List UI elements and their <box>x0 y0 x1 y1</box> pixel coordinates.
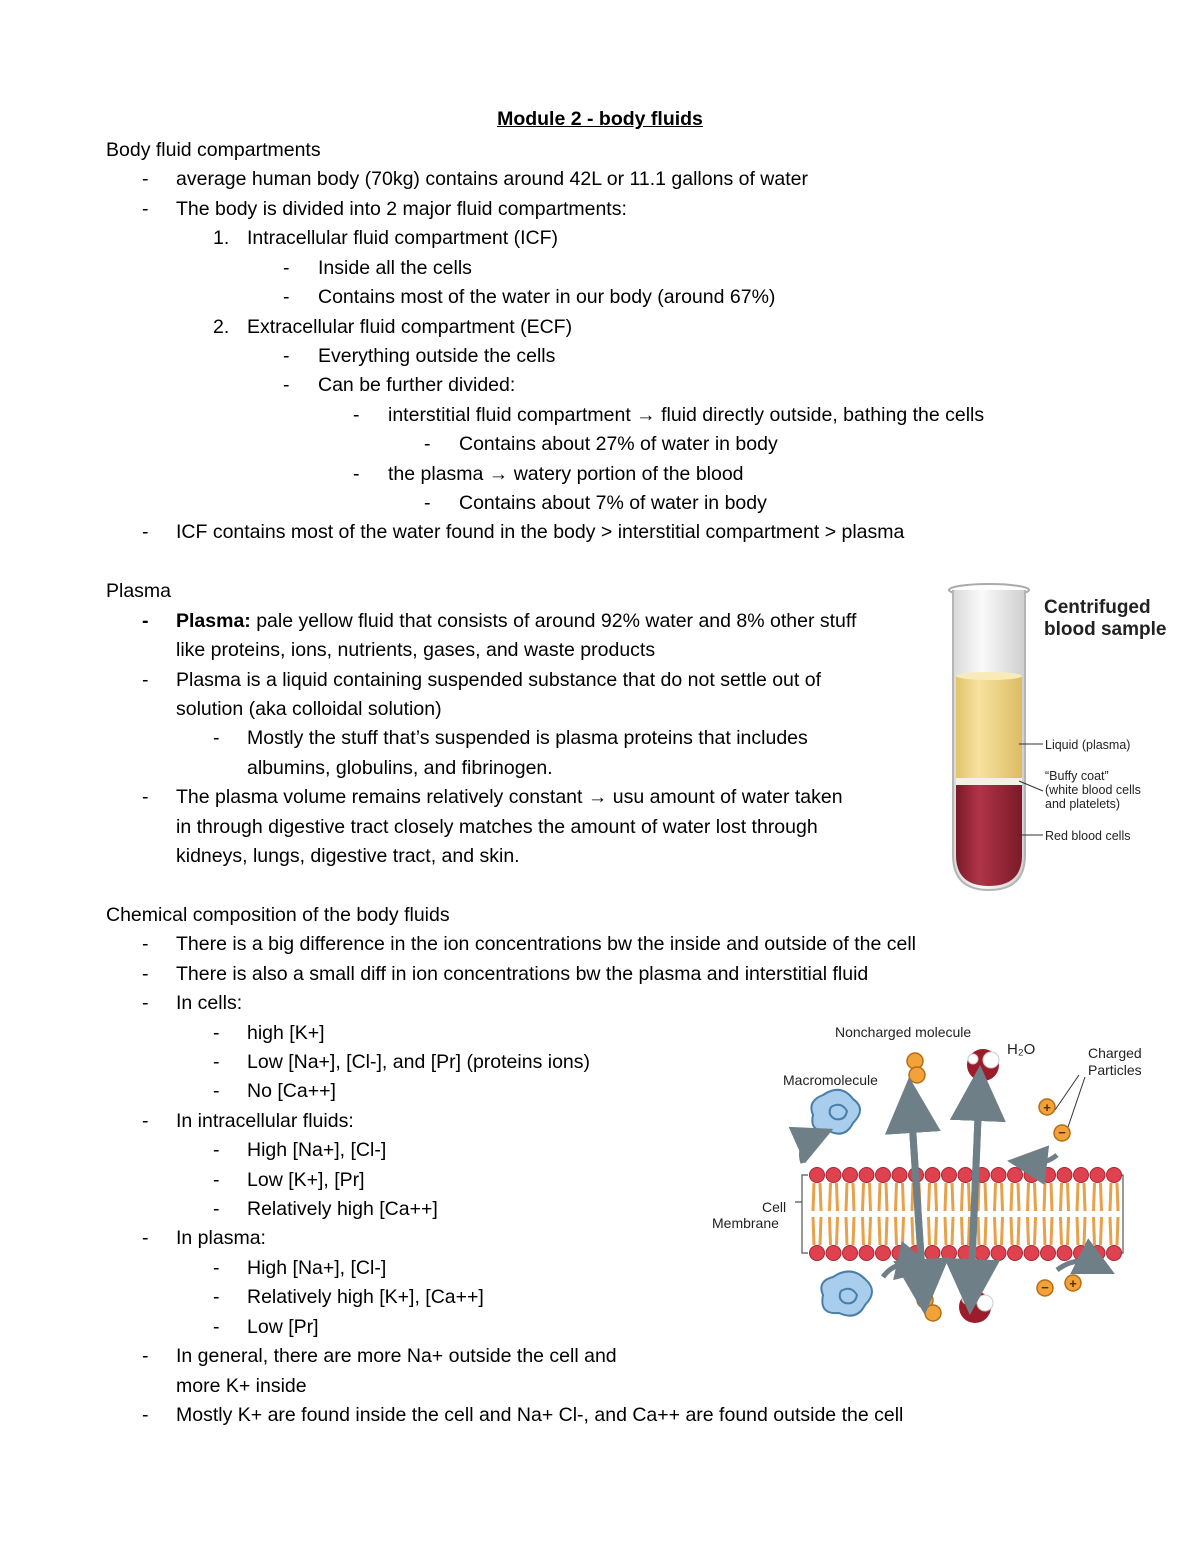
svg-text:+: + <box>1043 1100 1051 1115</box>
water-molecule-top <box>967 1049 999 1081</box>
svg-text:−: − <box>1041 1280 1049 1295</box>
lipid-tail <box>879 1183 887 1211</box>
lipid-tail <box>1077 1183 1085 1211</box>
list-item: Everything outside the cells <box>318 345 556 367</box>
lipid-tail <box>945 1183 953 1211</box>
lipid-head <box>1074 1168 1089 1183</box>
lipid-head <box>826 1246 841 1261</box>
bullet-dash: - <box>142 1227 149 1249</box>
lipid-head <box>1090 1168 1105 1183</box>
arrow-ions-blocked <box>1027 1155 1057 1163</box>
lipid-head <box>810 1168 825 1183</box>
lipid-tail <box>1044 1217 1052 1245</box>
page-title: Module 2 - body fluids <box>497 108 703 130</box>
bullet-dash: - <box>213 1198 220 1220</box>
lipid-tail <box>962 1183 970 1211</box>
lipid-tail <box>1061 1217 1069 1245</box>
charged-particles-top <box>1039 1099 1070 1141</box>
bullet-dash: - <box>213 1169 220 1191</box>
lipid-tail <box>1094 1183 1102 1211</box>
lipid-tail <box>1110 1183 1118 1211</box>
bullet-dash: - <box>142 1345 149 1367</box>
lipid-head <box>843 1246 858 1261</box>
figure-title-line2: blood sample <box>1044 619 1167 640</box>
bullet-dash: - <box>213 1080 220 1102</box>
definition-text: pale yellow fluid that consists of around 92% water and 8% other stuff <box>250 610 857 632</box>
bullet-dash: - <box>142 168 149 190</box>
lipid-head <box>1057 1246 1072 1261</box>
bullet-dash: - <box>142 992 149 1014</box>
macromolecule-bottom <box>821 1271 872 1315</box>
bullet-dash: - <box>353 404 360 426</box>
lipid-tail <box>830 1217 838 1245</box>
lipid-head <box>942 1246 957 1261</box>
list-item: Contains about 7% of water in body <box>459 492 767 514</box>
list-item: There is also a small diff in ion concentrations bw the plasma and interstitial fluid <box>176 963 869 985</box>
bullet-dash: - <box>213 1022 220 1044</box>
list-item: Inside all the cells <box>318 257 472 279</box>
list-item-continuation: solution (aka colloidal solution) <box>176 698 442 720</box>
lipid-tail <box>1028 1183 1036 1211</box>
lipid-tail <box>1044 1183 1052 1211</box>
lipid-tail <box>995 1183 1003 1211</box>
list-item: Contains most of the water in our body (around 67%) <box>318 286 776 308</box>
list-item: The plasma volume remains relatively constant → usu amount of water taken <box>176 786 843 808</box>
list-item: Extracellular fluid compartment (ECF) <box>247 316 573 338</box>
list-item <box>176 609 856 633</box>
list-item: Intracellular fluid compartment (ICF) <box>247 227 559 249</box>
lipid-head <box>1024 1246 1039 1261</box>
list-item: average human body (70kg) contains around 42L or 11.1 gallons of water <box>176 168 808 190</box>
red-blood-cell-layer <box>956 785 1022 886</box>
lipid-head <box>975 1246 990 1261</box>
arrow-ions-blocked <box>1057 1261 1097 1270</box>
bullet-dash: - <box>424 433 431 455</box>
bullet-dash: - <box>142 610 149 632</box>
label-red-blood-cells: Red blood cells <box>1045 829 1131 843</box>
bullet-dash: - <box>142 933 149 955</box>
arrow-macro-blocked <box>802 1137 816 1163</box>
lipid-head <box>991 1168 1006 1183</box>
list-item: ICF contains most of the water found in the body > interstitial compartment > plasma <box>176 521 905 543</box>
lipid-head <box>826 1168 841 1183</box>
lipid-head <box>876 1168 891 1183</box>
lipid-head <box>925 1168 940 1183</box>
lipid-tail <box>962 1217 970 1245</box>
lipid-head <box>1090 1246 1105 1261</box>
lipid-head <box>810 1246 825 1261</box>
lipid-head <box>942 1168 957 1183</box>
bullet-dash: - <box>283 345 290 367</box>
list-item: Plasma is a liquid containing suspended substance that do not settle out of <box>176 669 822 691</box>
buffy-coat-layer <box>956 778 1022 785</box>
lipid-head <box>1074 1246 1089 1261</box>
bullet-dash: - <box>142 521 149 543</box>
lipid-head <box>892 1246 907 1261</box>
section-heading-compartments: Body fluid compartments <box>106 139 321 161</box>
lipid-tail <box>846 1217 854 1245</box>
lipid-head <box>1057 1168 1072 1183</box>
lipid-head <box>1041 1168 1056 1183</box>
lipid-head <box>991 1246 1006 1261</box>
lipid-head <box>859 1246 874 1261</box>
macromolecule-top <box>811 1090 860 1134</box>
label-noncharged-molecule: Noncharged molecule <box>835 1024 972 1040</box>
list-number: 1. <box>213 227 230 249</box>
lipid-tail <box>995 1217 1003 1245</box>
plasma-layer <box>956 676 1022 778</box>
lipid-tail <box>929 1217 937 1245</box>
lipid-head <box>876 1246 891 1261</box>
lipid-tail <box>1061 1183 1069 1211</box>
list-item: Low [Na+], [Cl-], and [Pr] (proteins ions) <box>247 1051 591 1073</box>
list-item-continuation: like proteins, ions, nutrients, gases, and waste products <box>176 639 656 661</box>
lipid-head <box>1008 1168 1023 1183</box>
list-item: interstitial fluid compartment → fluid directly outside, bathing the cells <box>388 404 985 426</box>
label-buffy-coat-detail: and platelets) <box>1045 797 1121 811</box>
label-charged-particles: Charged <box>1088 1045 1142 1061</box>
lipid-tail <box>813 1183 821 1211</box>
list-item: Can be further divided: <box>318 374 516 396</box>
bullet-dash: - <box>213 727 220 749</box>
lipid-tail <box>896 1183 904 1211</box>
bullet-dash: - <box>424 492 431 514</box>
svg-text:−: − <box>1058 1125 1066 1140</box>
blood-sample-figure <box>945 580 1195 895</box>
list-item: Low [Pr] <box>247 1316 319 1338</box>
list-item: There is a big difference in the ion concentrations bw the inside and outside of the cell <box>176 933 917 955</box>
bullet-dash: - <box>213 1286 220 1308</box>
lipid-tail <box>813 1217 821 1245</box>
water-molecule-bottom <box>959 1291 993 1323</box>
bullet-dash: - <box>142 963 149 985</box>
list-item: High [Na+], [Cl-] <box>247 1139 387 1161</box>
lipid-head <box>925 1246 940 1261</box>
lipid-tail <box>945 1217 953 1245</box>
bullet-dash: - <box>353 463 360 485</box>
svg-text:+: + <box>1069 1276 1077 1291</box>
section-heading-plasma: Plasma <box>106 580 172 602</box>
bullet-dash: - <box>142 1404 149 1426</box>
list-item: In general, there are more Na+ outside the cell and <box>176 1345 617 1367</box>
lipid-head <box>1107 1168 1122 1183</box>
lipid-head <box>859 1168 874 1183</box>
label-charged-particles: Particles <box>1088 1062 1142 1078</box>
list-item: Relatively high [Ca++] <box>247 1198 438 1220</box>
lipid-head <box>1024 1168 1039 1183</box>
bullet-dash: - <box>142 669 149 691</box>
section-heading-chemical: Chemical composition of the body fluids <box>106 904 450 926</box>
list-item: Mostly the stuff that’s suspended is plasma proteins that includes <box>247 727 808 749</box>
list-number: 2. <box>213 316 230 338</box>
lipid-tail <box>846 1183 854 1211</box>
cell-membrane-figure <box>705 1015 1165 1340</box>
arrow-macro-blocked <box>883 1264 917 1277</box>
lipid-tail <box>1028 1217 1036 1245</box>
label-cell-membrane: Membrane <box>712 1215 779 1231</box>
bullet-dash: - <box>142 198 149 220</box>
list-item: In cells: <box>176 992 243 1014</box>
lipid-tail <box>978 1183 986 1211</box>
list-item: In plasma: <box>176 1227 266 1249</box>
lipid-tail <box>1110 1217 1118 1245</box>
bullet-dash: - <box>283 374 290 396</box>
list-item: No [Ca++] <box>247 1080 336 1102</box>
list-item-continuation: kidneys, lungs, digestive tract, and skin. <box>176 845 520 867</box>
lipid-tail <box>863 1217 871 1245</box>
lipid-bilayer <box>810 1168 1122 1261</box>
lipid-head <box>1008 1246 1023 1261</box>
bullet-dash: - <box>213 1316 220 1338</box>
bullet-dash: - <box>142 1110 149 1132</box>
lipid-tail <box>978 1217 986 1245</box>
lipid-tail <box>879 1217 887 1245</box>
lipid-tail <box>1011 1183 1019 1211</box>
label-h2o: H₂O <box>1007 1041 1036 1058</box>
noncharged-molecule-bottom <box>917 1292 941 1321</box>
bullet-dash: - <box>283 286 290 308</box>
label-cell-membrane: Cell <box>762 1199 787 1215</box>
list-item-continuation: albumins, globulins, and fibrinogen. <box>247 757 553 779</box>
label-plasma: Liquid (plasma) <box>1045 738 1131 752</box>
lipid-tail <box>1077 1217 1085 1245</box>
list-item: Relatively high [K+], [Ca++] <box>247 1286 484 1308</box>
lipid-tail <box>896 1217 904 1245</box>
noncharged-molecule-top <box>907 1053 925 1083</box>
lipid-head <box>843 1168 858 1183</box>
figure-title-line1: Centrifuged <box>1044 597 1151 618</box>
list-item-continuation: in through digestive tract closely matches the amount of water lost through <box>176 816 818 838</box>
bullet-dash: - <box>213 1257 220 1279</box>
bullet-dash: - <box>283 257 290 279</box>
list-item: The body is divided into 2 major fluid compartments: <box>176 198 627 220</box>
list-item-continuation: more K+ inside <box>176 1375 307 1397</box>
label-macromolecule: Macromolecule <box>783 1072 878 1088</box>
bullet-dash: - <box>213 1139 220 1161</box>
list-item: high [K+] <box>247 1022 325 1044</box>
list-item: High [Na+], [Cl-] <box>247 1257 387 1279</box>
lipid-head <box>892 1168 907 1183</box>
lipid-head <box>958 1168 973 1183</box>
bullet-dash: - <box>213 1051 220 1073</box>
test-tube <box>949 584 1029 890</box>
charged-particles-bottom <box>1037 1275 1081 1296</box>
list-item: Mostly K+ are found inside the cell and Na+ Cl-, and Ca++ are found outside the cell <box>176 1404 904 1426</box>
term-plasma: Plasma: <box>176 610 251 632</box>
lipid-head <box>1041 1246 1056 1261</box>
lipid-tail <box>1094 1217 1102 1245</box>
list-item: Low [K+], [Pr] <box>247 1169 365 1191</box>
list-item: the plasma → watery portion of the blood <box>388 463 744 485</box>
lipid-tail <box>863 1183 871 1211</box>
bullet-dash: - <box>142 786 149 808</box>
label-buffy-coat: “Buffy coat” <box>1045 769 1109 783</box>
label-buffy-coat-detail: (white blood cells <box>1045 783 1141 797</box>
lipid-head <box>1107 1246 1122 1261</box>
lipid-tail <box>1011 1217 1019 1245</box>
lipid-tail <box>830 1183 838 1211</box>
list-item: Contains about 27% of water in body <box>459 433 778 455</box>
lipid-tail <box>929 1183 937 1211</box>
list-item: In intracellular fluids: <box>176 1110 354 1132</box>
